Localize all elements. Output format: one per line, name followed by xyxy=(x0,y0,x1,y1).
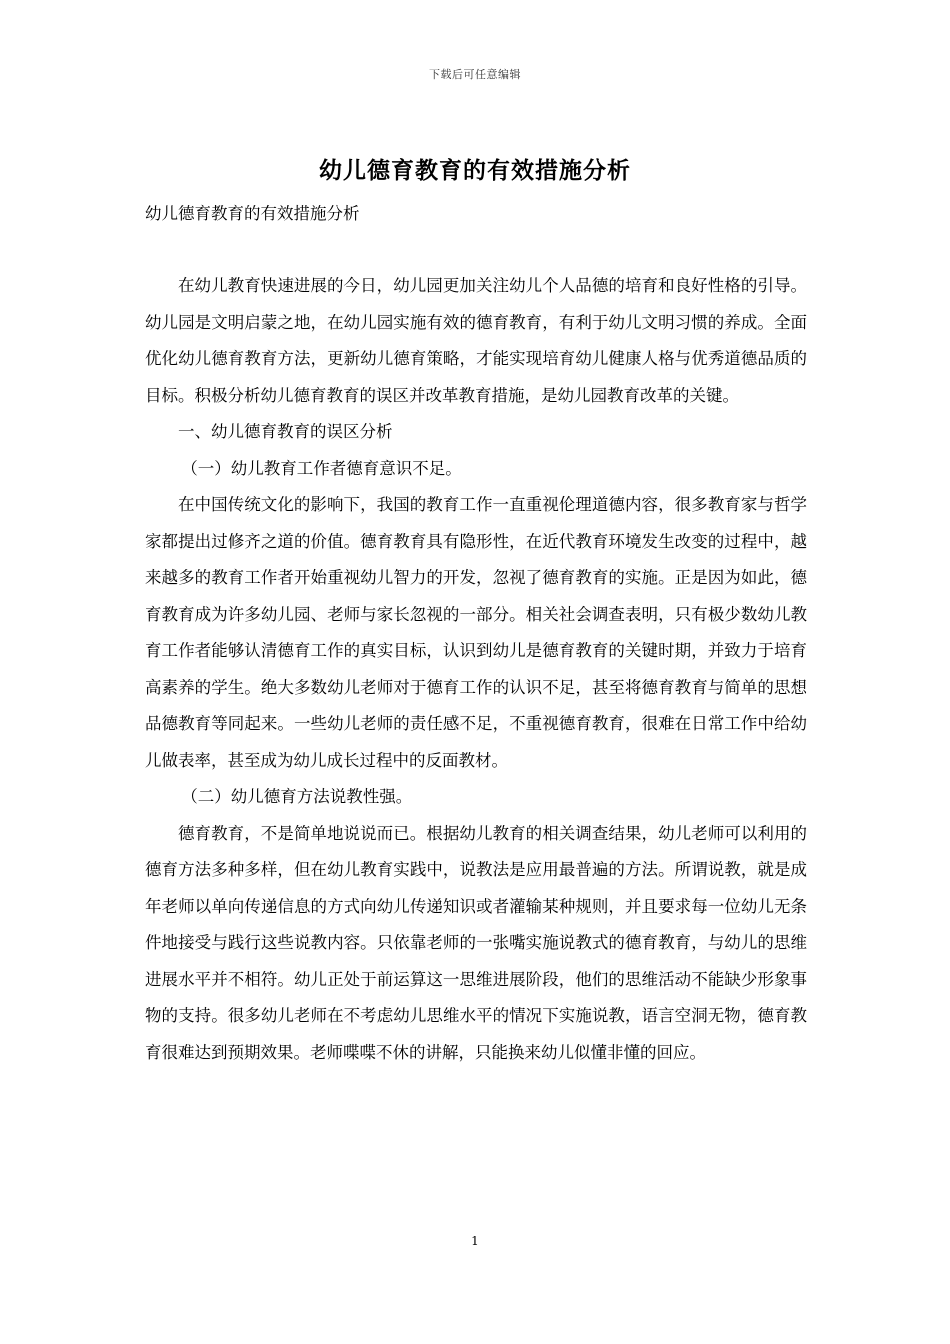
subsection-heading-2: （二）幼儿德育方法说教性强。 xyxy=(181,787,413,806)
paragraph-section-1-2: 德育教育，不是简单地说说而已。根据幼儿教育的相关调查结果，幼儿老师可以利用的德育方法多种多样，但在幼儿教育实践中，说教法是应用最普遍的方法。所谓说教，就是成年老师以单向传递信息的方式向幼儿传递知识或者灌输某种规则，并且要求每一位幼儿无条件地接受与践行这些说教内容。只依靠老师的一张嘴实施说教式的德育教育，与幼儿的思维进展水平并不相符。幼儿正处于前运算这一思维进展阶段，他们的思维活动不能缺少形象事物的支持。很多幼儿老师在不考虑幼儿思维水平的情况下实施说教，语言空洞无物，德育教育很难达到预期效果。老师喋喋不休的讲解，只能换来幼儿似懂非懂的回应。 xyxy=(145,823,807,1062)
page-header-note: 下载后可任意编辑 xyxy=(429,68,521,81)
paragraph-section-1-1: 在中国传统文化的影响下，我国的教育工作一直重视伦理道德内容，很多教育家与哲学家都提出过修齐之道的价值。德育教育具有隐形性，在近代教育环境发生改变的过程中，越来越多的教育工作者开始重视幼儿智力的开发，忽视了德育教育的实施。正是因为如此，德育教育成为许多幼儿园、老师与家长忽视的一部分。相关社会调查表明，只有极少数幼儿教育工作者能够认清德育工作的真实目标，认识到幼儿是德育教育的关键时期，并致力于培育高素养的学生。绝大多数幼儿老师对于德育工作的认识不足，甚至将德育教育与简单的思想品德教育等同起来。一些幼儿老师的责任感不足，不重视德育教育，很难在日常工作中给幼儿做表率，甚至成为幼儿成长过程中的反面教材。 xyxy=(145,495,807,770)
document-title: 幼儿德育教育的有效措施分析 xyxy=(319,157,631,184)
paragraph-intro: 在幼儿教育快速进展的今日，幼儿园更加关注幼儿个人品德的培育和良好性格的引导。幼儿园是文明启蒙之地，在幼儿园实施有效的德育教育，有利于幼儿文明习惯的养成。全面优化幼儿德育教育方法，更新幼儿德育策略，才能实现培育幼儿健康人格与优秀道德品质的目标。积极分析幼儿德育教育的误区并改革教育措施，是幼儿园教育改革的关键。 xyxy=(145,276,807,405)
document-body xyxy=(145,268,807,1071)
page-number: 1 xyxy=(471,1234,479,1248)
document-subtitle: 幼儿德育教育的有效措施分析 xyxy=(145,204,360,223)
section-heading-1: 一、幼儿德育教育的误区分析 xyxy=(178,422,393,441)
subsection-heading-1: （一）幼儿教育工作者德育意识不足。 xyxy=(181,458,462,478)
